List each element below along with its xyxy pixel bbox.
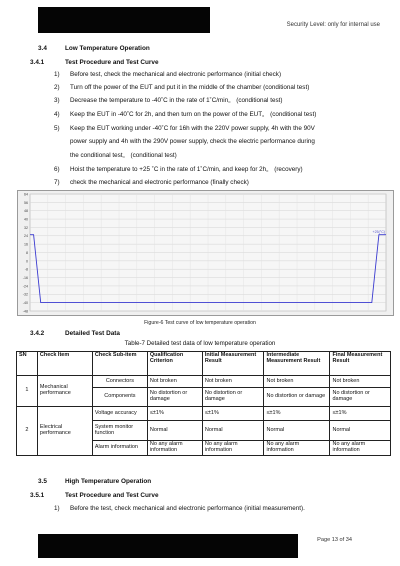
table-cell: ≤±1%	[264, 407, 330, 421]
table-cell: ≤±1%	[330, 407, 391, 421]
y-tick-label: -16	[22, 275, 28, 280]
security-level-label: Security Level: only for internal use	[286, 22, 380, 28]
y-tick-label: 16	[24, 242, 28, 247]
table-cell: No any alarm information	[264, 441, 330, 456]
table-cell: Alarm information	[92, 441, 147, 456]
section-number: 3.4.2	[30, 330, 45, 337]
table-cell: System monitor function	[92, 421, 147, 441]
header-cell: Check Item	[37, 352, 92, 376]
table-cell: Voltage accuracy	[92, 407, 147, 421]
table-row	[17, 376, 391, 388]
header-logo-block	[38, 7, 210, 33]
table-cell: Not broken	[330, 376, 391, 388]
figure-caption: Figure-6 Test curve of low temperature operation	[144, 320, 256, 326]
table-cell: ≤±1%	[147, 407, 202, 421]
header-cell: Intermediate Measurement Result	[264, 352, 330, 376]
step-number: 6)	[54, 166, 60, 173]
y-tick-label: -40	[22, 301, 28, 306]
table-cell: No any alarm information	[330, 441, 391, 456]
check-item-cell: Electrical performance	[37, 407, 92, 456]
header-cell: Initial Measurement Result	[202, 352, 264, 376]
section-number: 3.4	[38, 45, 47, 52]
section-title: Test Procedure and Test Curve	[65, 492, 159, 499]
section-number: 3.4.1	[30, 59, 45, 66]
table-cell: No distortion or damage	[147, 388, 202, 407]
step-number: 1)	[54, 71, 60, 78]
y-tick-label: -8	[24, 267, 28, 272]
step-number: 3)	[54, 97, 60, 104]
header-cell: Qualification Criterion	[147, 352, 202, 376]
section-title: Test Procedure and Test Curve	[65, 59, 159, 66]
step-text: Hoist the temperature to +25 ˚C in the rate of 1˚C/min, and keep for 2h。 (recovery)	[70, 166, 303, 173]
section-title: Detailed Test Data	[65, 330, 120, 337]
check-item-cell: Mechanical performance	[37, 376, 92, 407]
table-cell: Normal	[202, 421, 264, 441]
y-tick-label: -48	[22, 309, 28, 314]
sn-cell: 2	[17, 407, 38, 456]
y-tick-label: 0	[26, 259, 28, 264]
table-cell: Normal	[264, 421, 330, 441]
table-cell: No any alarm information	[147, 441, 202, 456]
y-tick-label: 8	[26, 250, 28, 255]
test-curve-plot	[18, 191, 393, 315]
step-text: check the mechanical and electronic performance (finally check)	[70, 179, 249, 186]
y-tick-label: 56	[24, 200, 28, 205]
page-number: Page 13 of 34	[317, 537, 352, 543]
y-tick-label: 40	[24, 217, 28, 222]
step-text: Decrease the temperature to -40˚C in the rate of 1˚C/min。 (conditional test)	[70, 97, 283, 104]
section-title: High Temperature Operation	[65, 478, 152, 485]
step-text: Before the test, check mechanical and electronic performance (initial measurement).	[70, 505, 305, 512]
section-number: 3.5.1	[30, 492, 45, 499]
step-text: Keep the EUT working under -40˚C for 16h with the 220V power supply, 4h with the 90V	[70, 125, 315, 132]
table-cell: ≤±1%	[202, 407, 264, 421]
test-data-table	[16, 351, 391, 456]
y-tick-label: 24	[24, 234, 28, 239]
step-text: Turn off the power of the EUT and put it in the middle of the chamber (conditional test)	[70, 84, 310, 91]
step-number: 1)	[54, 505, 60, 512]
step-number: 4)	[54, 111, 60, 118]
table-cell: Not broken	[264, 376, 330, 388]
section-title: Low Temperature Operation	[65, 45, 150, 52]
sn-cell: 1	[17, 376, 38, 407]
step-text: the conditional test。 (conditional test)	[70, 152, 177, 159]
table-cell: No distortion or damage	[330, 388, 391, 407]
table-cell: No any alarm information	[202, 441, 264, 456]
y-tick-label: 48	[24, 209, 28, 214]
header-cell: Check Sub-item	[92, 352, 147, 376]
step-number: 5)	[54, 125, 60, 132]
curve-annotation: +25(°C)	[372, 230, 385, 235]
table-title: Table-7 Detailed test data of low temperature operation	[124, 340, 276, 347]
table-cell: Connectors	[92, 376, 147, 388]
table-header-row	[17, 352, 391, 376]
test-curve-chart	[17, 190, 394, 316]
y-tick-label: 64	[24, 192, 28, 197]
step-text: Keep the EUT in -40˚C for 2h, and then turn on the power of the EUT。 (conditional test)	[70, 111, 317, 118]
table-cell: No distortion or damage	[264, 388, 330, 407]
y-tick-label: 32	[24, 225, 28, 230]
step-text: power supply and 4h with the 290V power supply, check the electric performance during	[70, 138, 315, 145]
y-tick-label: -32	[22, 292, 28, 297]
table-cell: Not broken	[147, 376, 202, 388]
step-number: 2)	[54, 84, 60, 91]
table-row	[17, 407, 391, 421]
header-cell: Final Measurement Result	[330, 352, 391, 376]
table-cell: Not broken	[202, 376, 264, 388]
step-text: Before test, check the mechanical and electronic performance (initial check)	[70, 71, 282, 78]
step-number: 7)	[54, 179, 60, 186]
section-number: 3.5	[38, 478, 47, 485]
table-cell: Normal	[330, 421, 391, 441]
table-cell: Normal	[147, 421, 202, 441]
table-cell: No distortion or damage	[202, 388, 264, 407]
header-cell: SN	[17, 352, 38, 376]
y-tick-label: -24	[22, 284, 28, 289]
table-cell: Components	[92, 388, 147, 407]
footer-block	[38, 534, 298, 558]
